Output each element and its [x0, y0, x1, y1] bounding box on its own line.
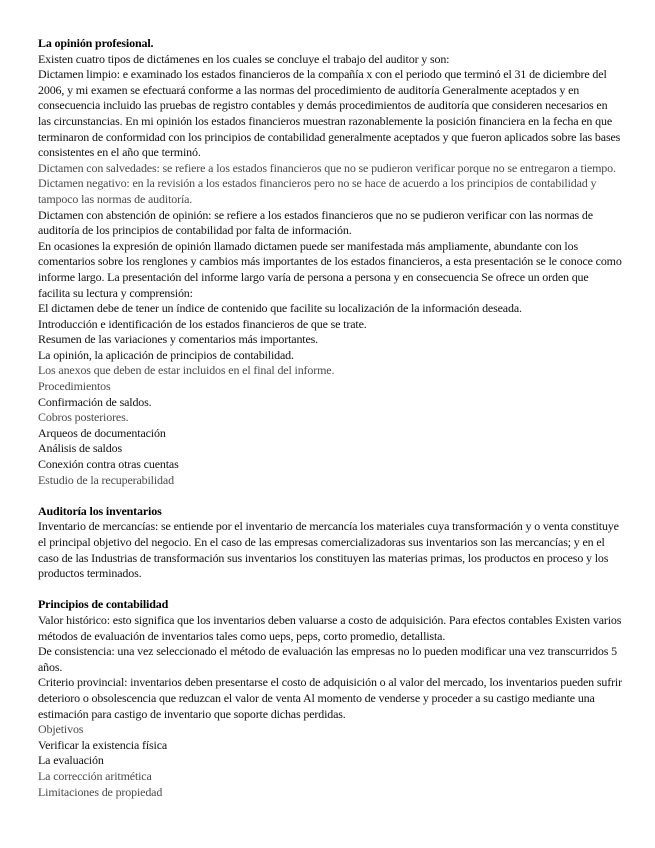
paragraph-dictamen-salvedades: Dictamen con salvedades: se refiere a los estados financieros que no se pudieron verificar porque no se entregaron a tiempo. [38, 160, 616, 175]
section-heading-inventarios: Auditoría los inventarios [38, 503, 162, 518]
list-item-indice: El dictamen debe de tener un índice de contenido que facilite su localización de la información deseada. [38, 301, 522, 316]
section-spacer [38, 488, 622, 504]
list-item-conexion: Conexión contra otras cuentas [38, 457, 179, 472]
paragraph-consistencia: De consistencia: una vez seleccionado el método de evaluación las empresas no lo pueden modificar una vez transcurridos 5 años. [38, 644, 617, 674]
paragraph-inventario-mercancias: Inventario de mercancías: se entiende por el inventario de mercancía los materiales cuya transformación y o venta constituye el principal objetivo del negocio. En el caso de las empresas comercializadoras sus inventarios son las mercancías; y en el caso de las Industrias de transformación sus inventarios los constituyen las materias primas, los productos en proceso y los productos terminados. [38, 519, 619, 581]
section-spacer [38, 582, 622, 598]
list-item-cobros: Cobros posteriores. [38, 410, 129, 425]
subheading-objetivos: Objetivos [38, 722, 84, 737]
paragraph-criterio-provincial: Criterio provincial: inventarios deben presentarse el costo de adquisición o al valor del mercado, los inventarios pueden sufrir deterioro o obsolescencia que reduzcan el valor de venta Al momento de venderse y proceder a su castigo mediante una estimación para castigo de inventario que soporte dichas perdidas. [38, 675, 622, 721]
list-item-evaluacion: La evaluación [38, 753, 104, 768]
paragraph-valor-historico: Valor histórico: esto significa que los inventarios deben valuarse a costo de adquisición. Para efectos contables Existen varios métodos de evaluación de inventarios tales como ueps, peps, corto promedio, detallista. [38, 612, 622, 643]
list-item-confirmacion: Confirmación de saldos. [38, 394, 152, 409]
paragraph-informe-largo: En ocasiones la expresión de opinión llamado dictamen puede ser manifestada más ampliamente, abundante con los comentarios sobre los renglones y cambios más importantes de los estados financieros, a esta presentación se le conoce como informe largo. La presentación del informe largo varía de persona a persona y en consecuencia Se ofrece un orden que facilita su lectura y comprensión: [38, 238, 622, 300]
list-item-introduccion: Introducción e identificación de los estados financieros de que se trate. [38, 316, 367, 331]
list-item-anexos: Los anexos que deben de estar incluidos en el final del informe. [38, 363, 335, 378]
document-page [38, 36, 622, 800]
paragraph-dictamen-negativo: Dictamen negativo: en la revisión a los estados financieros pero no se hace de acuerdo a los principios de contabilidad y tampoco las normas de auditoría. [38, 176, 597, 206]
list-item-existencia: Verificar la existencia física [38, 737, 168, 752]
list-item-analisis: Análisis de saldos [38, 441, 122, 456]
subheading-procedimientos: Procedimientos [38, 379, 111, 394]
list-item-opinion: La opinión, la aplicación de principios de contabilidad. [38, 347, 294, 362]
paragraph-dictamen-abstencion: Dictamen con abstención de opinión: se refiere a los estados financieros que no se pudieron verificar con las normas de auditoría de los principios de contabilidad por falta de información. [38, 207, 593, 238]
list-item-limitaciones: Limitaciones de propiedad [38, 784, 163, 799]
list-item-arqueos: Arqueos de documentación [38, 425, 166, 440]
section-heading-opinion: La opinión profesional. [38, 36, 154, 50]
paragraph-dictamen-limpio: Dictamen limpio: e examinado los estados financieros de la compañía x con el periodo que terminó el 31 de diciembre del 2006, y mi examen se efectuará conforme a las normas del procedimiento de auditoría Generalmente aceptados y en consecuencia incluido las pruebas de registro contables y demás procedimientos de auditoría que consideren necesarios en las circunstancias. En mi opinión los estados financieros muestran razonablemente la posición financiera en la fecha en que terminaron de conformidad con los principios de contabilidad generalmente aceptados y que fueron aplicados sobre las bases consistentes en el año que terminó. [38, 67, 621, 160]
paragraph-intro: Existen cuatro tipos de dictámenes en los cuales se concluye el trabajo del auditor y son: [38, 51, 450, 66]
list-item-estudio: Estudio de la recuperabilidad [38, 472, 174, 487]
section-heading-principios: Principios de contabilidad [38, 597, 169, 612]
list-item-correccion: La corrección aritmética [38, 768, 152, 783]
list-item-resumen: Resumen de las variaciones y comentarios más importantes. [38, 332, 319, 347]
